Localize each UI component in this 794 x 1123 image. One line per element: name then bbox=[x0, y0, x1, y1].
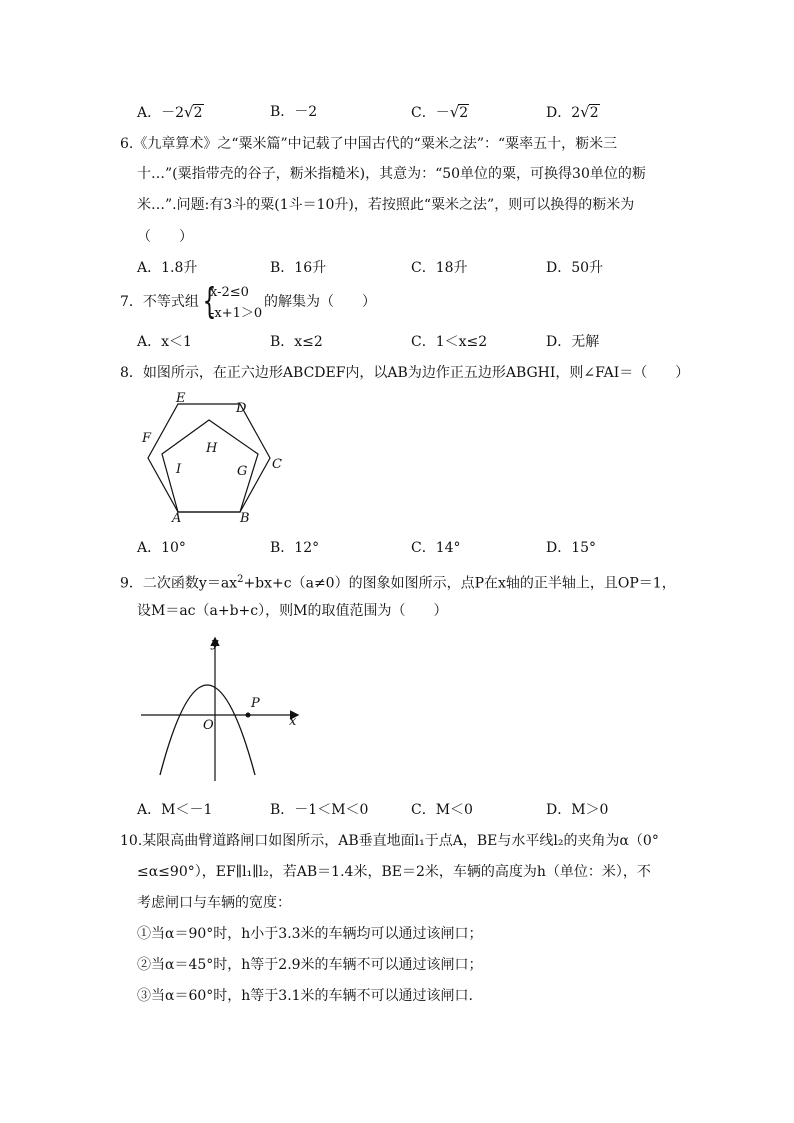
q6-stem-line1: 6.《九章算术》之“粟米篇”中记载了中国古代的“粟米之法”：“粟率五十，粝米三 bbox=[120, 136, 618, 152]
q6-stem-line3: 米…”.问题:有3斗的粟(1斗＝10升)，若按照此“粟米之法”，则可以换得的粝米为 bbox=[137, 197, 635, 213]
q7-inequality-2: -x+1＞0 bbox=[210, 306, 263, 321]
origin-label: O bbox=[203, 718, 214, 733]
q9-stem-line2: 设M＝ac（a+b+c），则M的取值范围为（ ） bbox=[137, 603, 448, 619]
q6-option-c: C．18升 bbox=[411, 260, 468, 276]
q7-prefix: 7．不等式组 bbox=[120, 294, 199, 310]
q10-stem-line3: 考虑闸口与车辆的宽度： bbox=[137, 895, 291, 911]
q7-inequality-1: x-2≤0 bbox=[210, 285, 249, 300]
q10-statement-2: ②当α＝45°时，h等于2.9米的车辆不可以通过该闸口； bbox=[137, 957, 483, 973]
q7-option-d: D．无解 bbox=[546, 334, 600, 350]
q5-option-b: B．－2 bbox=[270, 104, 318, 120]
point-p-label: P bbox=[251, 696, 260, 711]
q6-option-b: B．16升 bbox=[270, 260, 327, 276]
q6-stem-line2: 十…”(粟指带壳的谷子，粝米指糙米)，其意为：“50单位的粟，可换得30单位的粝 bbox=[137, 166, 646, 182]
q8-option-b: B．12° bbox=[270, 540, 320, 556]
hexagon-pentagon-figure bbox=[130, 392, 290, 532]
label-d: D bbox=[236, 401, 247, 416]
q6-option-d: D．50升 bbox=[546, 260, 604, 276]
q9-option-c: C．M＜0 bbox=[411, 802, 473, 818]
q10-statement-3: ③当α＝60°时，h等于3.1米的车辆不可以通过该闸口. bbox=[137, 988, 473, 1004]
q8-option-c: C．14° bbox=[411, 540, 461, 556]
q9-option-b: B．－1＜M＜0 bbox=[270, 802, 369, 818]
q7-option-a: A．x＜1 bbox=[137, 334, 192, 350]
q5-option-d: D．2√2 bbox=[546, 103, 599, 121]
q10-stem-line2: ≤α≤90°），EF∥l₁∥l₂，若AB＝1.4米，BE＝2米，车辆的高度为h（单位：米），不 bbox=[137, 864, 651, 880]
q8-option-a: A．10° bbox=[137, 540, 186, 556]
q8-stem: 8．如图所示，在正六边形ABCDEF内，以AB为边作正五边形ABGHI，则∠FAI＝（ ） bbox=[120, 365, 690, 381]
x-axis-label: x bbox=[289, 714, 297, 729]
point-p bbox=[246, 713, 251, 718]
q8-option-d: D．15° bbox=[546, 540, 597, 556]
q9-stem-line1: 9．二次函数$y=ax^2+bx+c(a\ne 0)$的图象如图所示，点P在x轴的正半轴上，且OP＝1， bbox=[120, 574, 676, 592]
label-a: A bbox=[172, 511, 182, 526]
q7-option-b: B．x≤2 bbox=[270, 334, 323, 350]
q6-answer-blank: （ ） bbox=[137, 229, 193, 245]
q9-option-a: A．M＜－1 bbox=[137, 802, 213, 818]
parabola-graph bbox=[135, 635, 305, 783]
label-c: C bbox=[272, 457, 282, 472]
q6-option-a: A．1.8升 bbox=[137, 260, 198, 276]
label-e: E bbox=[176, 392, 186, 406]
system-brace: { bbox=[202, 281, 217, 322]
label-b: B bbox=[240, 511, 250, 526]
q7-suffix: 的解集为（ ） bbox=[264, 294, 376, 310]
label-h: H bbox=[206, 441, 218, 456]
y-axis-label: y bbox=[211, 636, 219, 651]
q10-stem-line1: 10.某限高曲臂道路闸口如图所示，AB垂直地面l₁于点A，BE与水平线l₂的夹角为α（0° bbox=[120, 833, 659, 849]
label-i: I bbox=[176, 462, 182, 477]
label-f: F bbox=[142, 431, 152, 446]
q7-option-c: C．1＜x≤2 bbox=[411, 334, 488, 350]
q5-option-c: C．－√2 bbox=[411, 103, 469, 121]
q10-statement-1: ①当α＝90°时，h小于3.3米的车辆均可以通过该闸口； bbox=[137, 926, 483, 942]
q9-option-d: D．M＞0 bbox=[546, 802, 609, 818]
label-g: G bbox=[237, 464, 248, 479]
q5-option-a: A．－2√2 bbox=[137, 103, 203, 121]
